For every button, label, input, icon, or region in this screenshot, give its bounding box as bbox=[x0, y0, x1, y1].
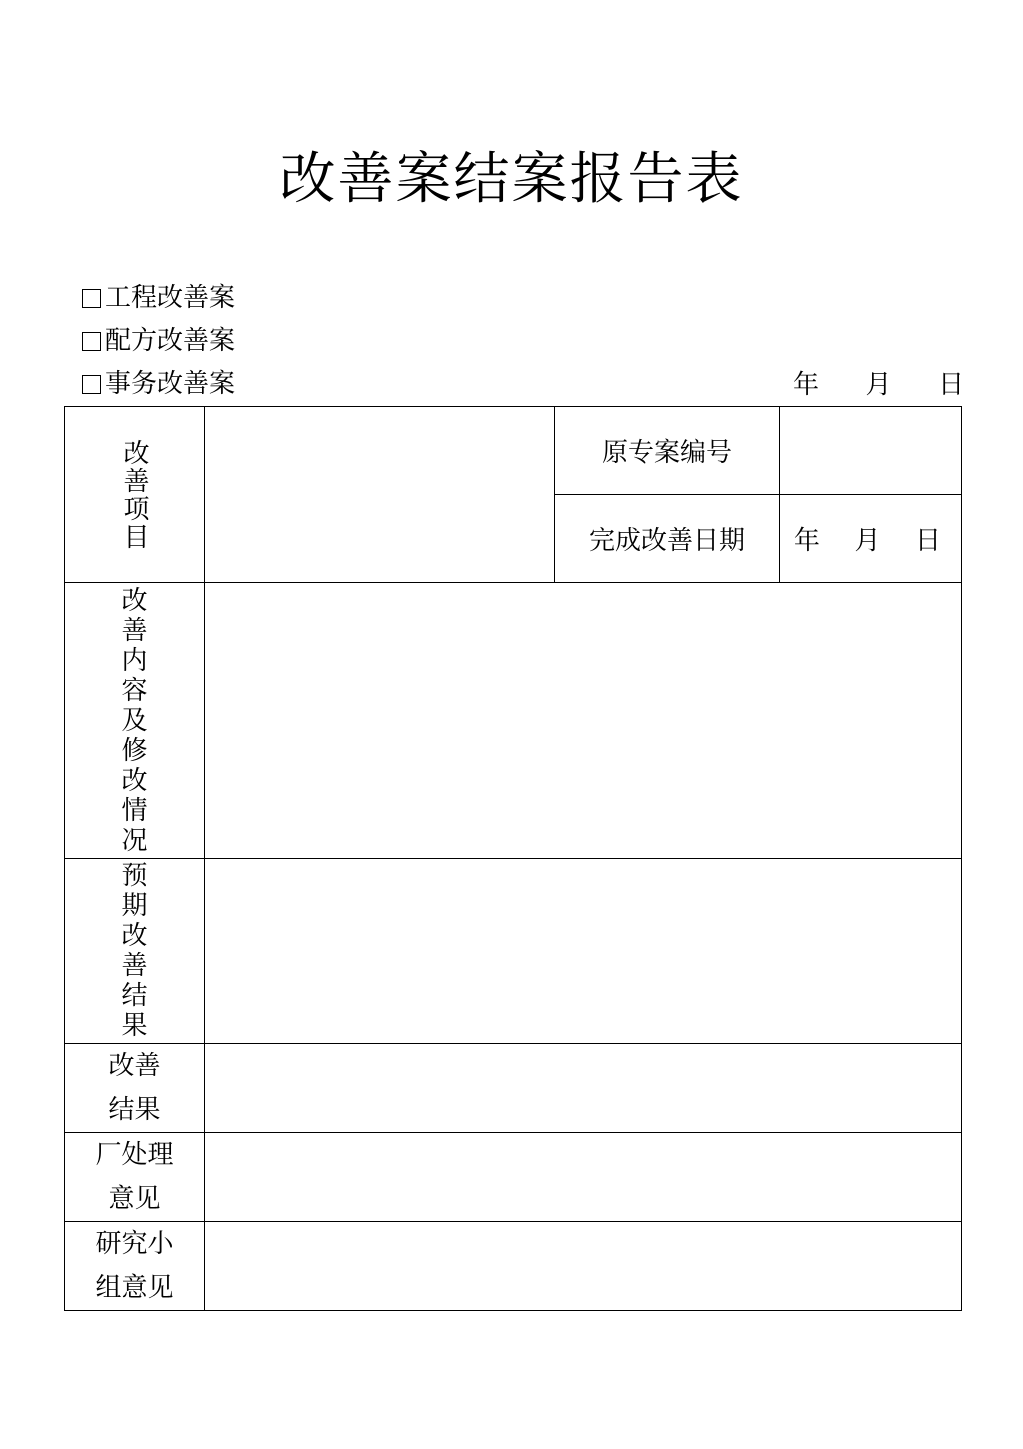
factory-label-line: 厂处理 bbox=[95, 1140, 174, 1170]
date-year: 年 bbox=[793, 370, 820, 400]
label-char: 改 bbox=[121, 765, 148, 796]
expected-input[interactable] bbox=[205, 859, 962, 1044]
group-label-line: 研究小 bbox=[95, 1229, 174, 1259]
label-char: 及 bbox=[121, 705, 148, 736]
content-label bbox=[65, 586, 204, 856]
result-input[interactable] bbox=[205, 1044, 962, 1133]
checkbox[interactable] bbox=[82, 375, 101, 394]
project-input[interactable] bbox=[205, 407, 555, 583]
project-label-cell bbox=[65, 407, 205, 583]
date-year: 年 bbox=[793, 526, 820, 556]
option-engineering[interactable] bbox=[82, 280, 235, 316]
factory-input[interactable] bbox=[205, 1133, 962, 1222]
result-label-cell bbox=[65, 1044, 205, 1133]
original-no-label: 原专案编号 bbox=[555, 407, 780, 495]
completion-date-label: 完成改善日期 bbox=[555, 495, 780, 583]
label-char: 结 bbox=[121, 981, 148, 1011]
date-month: 月 bbox=[865, 370, 892, 400]
report-table bbox=[64, 406, 962, 1311]
checkbox[interactable] bbox=[82, 332, 101, 351]
date-day: 日 bbox=[938, 370, 965, 400]
label-char: 期 bbox=[121, 891, 148, 921]
result-label-line: 改善 bbox=[108, 1051, 161, 1081]
date-month: 月 bbox=[854, 526, 881, 556]
checkbox[interactable] bbox=[82, 289, 101, 308]
option-affairs[interactable] bbox=[82, 366, 235, 402]
label-char: 改 bbox=[121, 921, 148, 951]
group-label-cell bbox=[65, 1222, 205, 1311]
group-input[interactable] bbox=[205, 1222, 962, 1311]
option-label: 工程改善案 bbox=[105, 283, 236, 313]
label-char: 预 bbox=[121, 861, 148, 891]
completion-date-input[interactable] bbox=[780, 495, 962, 583]
label-char: 果 bbox=[121, 1011, 148, 1041]
label-char: 改 bbox=[121, 585, 148, 616]
group-label-line: 组意见 bbox=[95, 1273, 174, 1303]
label-char: 善 bbox=[121, 615, 148, 646]
report-date bbox=[793, 367, 964, 403]
label-char: 容 bbox=[121, 675, 148, 706]
factory-label-line: 意见 bbox=[108, 1184, 161, 1214]
content-input[interactable] bbox=[205, 583, 962, 859]
date-day: 日 bbox=[914, 526, 941, 556]
page-title: 改善案结案报告表 bbox=[279, 147, 744, 212]
original-no-input[interactable] bbox=[780, 407, 962, 495]
project-label: 改善项目 bbox=[119, 438, 149, 551]
expected-label bbox=[65, 861, 204, 1041]
label-char: 况 bbox=[121, 825, 148, 856]
label-char: 修 bbox=[121, 735, 148, 766]
content-label-cell bbox=[65, 583, 205, 859]
option-label: 事务改善案 bbox=[105, 369, 236, 399]
result-label-line: 结果 bbox=[108, 1095, 161, 1125]
option-label: 配方改善案 bbox=[105, 326, 236, 356]
label-char: 内 bbox=[121, 645, 148, 676]
expected-label-cell bbox=[65, 859, 205, 1044]
label-char: 善 bbox=[121, 951, 148, 981]
option-formula[interactable] bbox=[82, 323, 235, 359]
label-char: 情 bbox=[121, 795, 148, 826]
factory-label-cell bbox=[65, 1133, 205, 1222]
